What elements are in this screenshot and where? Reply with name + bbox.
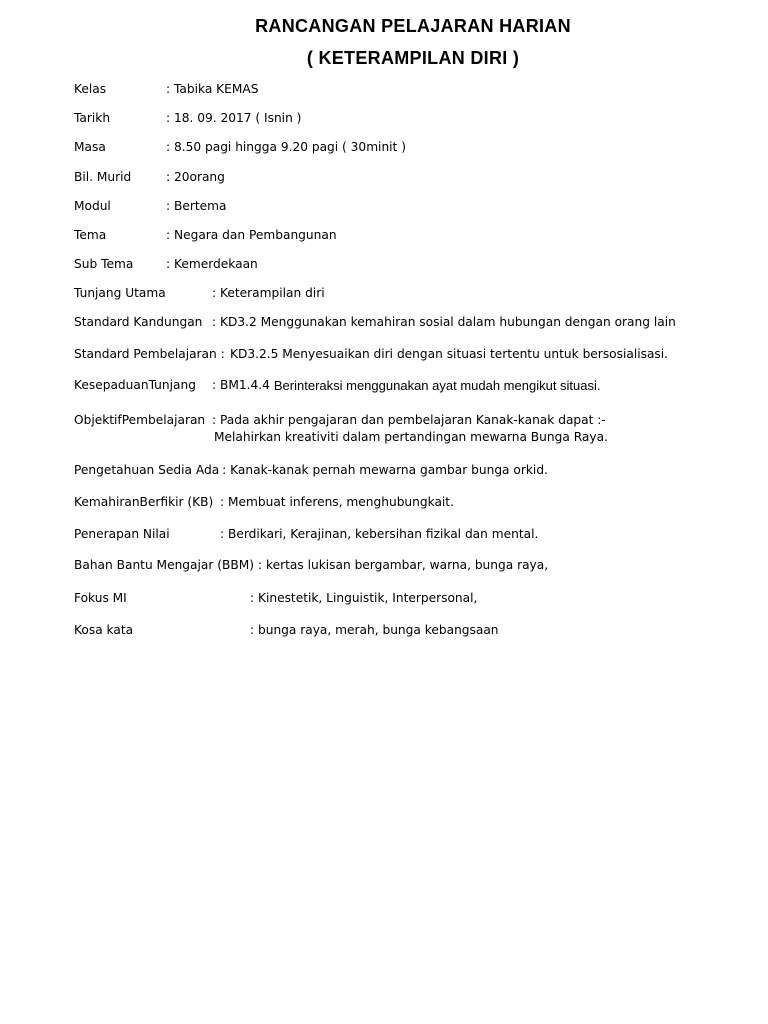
field-value: : KD3.2 Menggunakan kemahiran sosial dalam hubungan dengan orang lain (212, 315, 676, 329)
field-label: Bahan Bantu Mengajar (BBM) : (74, 558, 262, 572)
field-value: : 8.50 pagi hingga 9.20 pagi ( 30minit ) (166, 140, 406, 154)
field-row-tarikh (74, 111, 748, 126)
field-label: Tema (74, 228, 107, 242)
field-value-prefix: : BM1.4.4 (212, 378, 270, 392)
field-label: Standard Pembelajaran : (74, 347, 225, 361)
field-value: KD3.2.5 Menyesuaikan diri dengan situasi tertentu untuk bersosialisasi. (230, 347, 669, 361)
field-value: : Kanak-kanak pernah mewarna gambar bunga orkid. (222, 463, 548, 477)
field-value: : Keterampilan diri (212, 286, 325, 300)
field-label: Modul (74, 199, 111, 213)
field-value: : Kemerdekaan (166, 257, 258, 271)
field-label: Sub Tema (74, 257, 134, 271)
document-title: RANCANGAN PELAJARAN HARIAN (255, 16, 571, 36)
field-value: : 18. 09. 2017 ( Isnin ) (166, 111, 302, 125)
field-label: Penerapan Nilai (74, 527, 170, 541)
field-row-kesepaduan-tunjang (74, 378, 748, 393)
field-label: Kelas (74, 82, 107, 96)
field-row-masa (74, 140, 748, 155)
field-label: Bil. Murid (74, 170, 132, 184)
field-value: Berinteraksi menggunakan ayat mudah mengikut situasi. (273, 378, 601, 393)
field-row-penerapan-nilai (74, 527, 748, 542)
field-value: : 20orang (166, 170, 225, 184)
field-value: : Membuat inferens, menghubungkait. (220, 495, 454, 509)
field-label: Tarikh (74, 111, 111, 125)
field-value: : Berdikari, Kerajinan, kebersihan fizikal dan mental. (220, 527, 539, 541)
field-value: : Tabika KEMAS (166, 82, 259, 96)
field-row-objektif-pembelajaran (74, 413, 748, 445)
field-label: Fokus MI (74, 591, 127, 605)
field-row-fokus-mi (74, 591, 748, 606)
field-value (212, 413, 608, 445)
field-row-bahan-bantu-mengajar (74, 558, 748, 573)
field-label: KemahiranBerfikir (KB) (74, 495, 214, 509)
field-row-sub-tema (74, 257, 748, 272)
field-value: : Negara dan Pembangunan (166, 228, 337, 242)
field-value: : Bertema (166, 199, 227, 213)
field-row-tema (74, 228, 748, 243)
field-row-modul (74, 199, 748, 214)
field-row-tunjang-utama (74, 286, 748, 301)
field-label: Tunjang Utama (74, 286, 166, 300)
field-row-pengetahuan-sedia-ada (74, 463, 748, 478)
field-value: : Kinestetik, Linguistik, Interpersonal, (250, 591, 478, 605)
field-label: Masa (74, 140, 106, 154)
field-value: kertas lukisan bergambar, warna, bunga raya, (266, 558, 549, 572)
field-label: Pengetahuan Sedia Ada (74, 463, 220, 477)
field-value-line1: : Pada akhir pengajaran dan pembelajaran Kanak-kanak dapat :- (212, 413, 606, 427)
field-value-line2: Melahirkan kreativiti dalam pertandingan mewarna Bunga Raya. (214, 430, 608, 444)
field-label: Kosa kata (74, 623, 134, 637)
field-label: ObjektifPembelajaran (74, 413, 206, 427)
field-row-bil-murid (74, 170, 748, 185)
field-row-kemahiran-berfikir (74, 495, 748, 510)
field-row-standard-kandungan (74, 315, 748, 330)
field-label: KesepaduanTunjang (74, 378, 196, 392)
field-row-kosa-kata (74, 623, 748, 638)
field-value: : bunga raya, merah, bunga kebangsaan (250, 623, 499, 637)
field-row-standard-pembelajaran (74, 347, 748, 362)
field-label: Standard Kandungan (74, 315, 203, 329)
document-subtitle: ( KETERAMPILAN DIRI ) (306, 48, 520, 68)
field-row-kelas (74, 82, 748, 97)
